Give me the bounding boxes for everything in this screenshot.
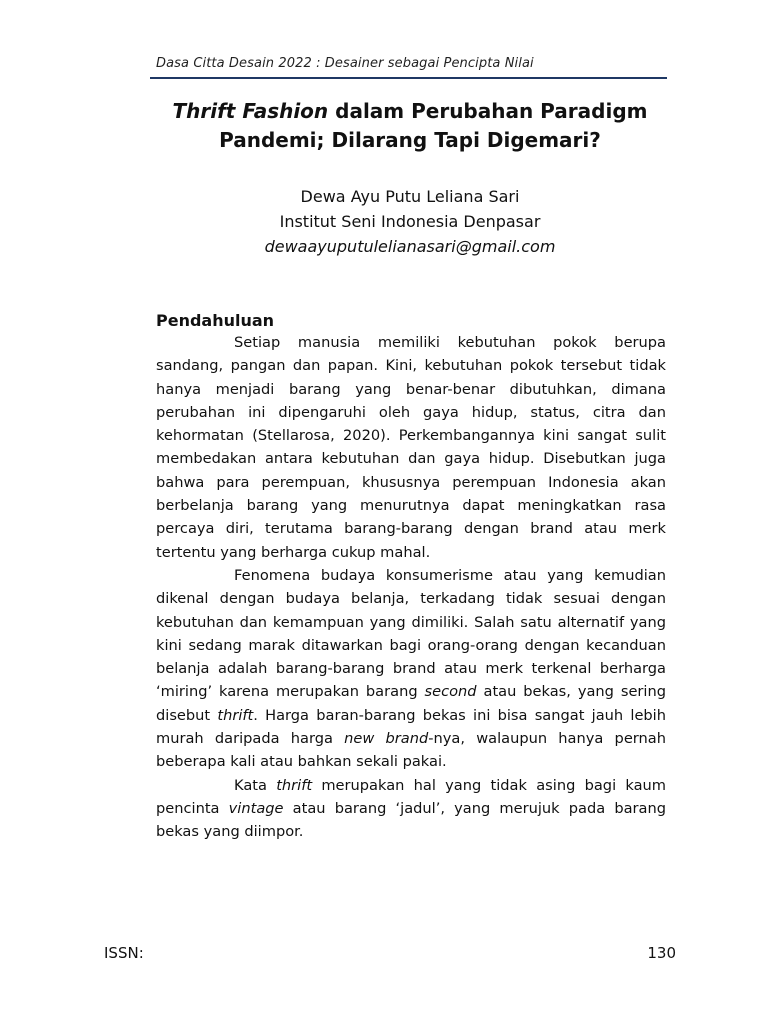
p2-text-3: . Harga baran-barang bekas ini bisa sangat jauh lebih murah daripada harga — [156, 706, 666, 748]
paragraph-3 — [156, 774, 666, 844]
author-block — [140, 184, 680, 259]
p3-text-2: merupakan hal yang tidak asing bagi kaum pencinta — [156, 776, 666, 817]
section-heading: Pendahuluan — [156, 311, 275, 330]
author-institution: Institut Seni Indonesia Denpasar — [279, 212, 541, 231]
p3-text-3: atau barang ‘jadul’, yang merujuk pada barang bekas yang diimpor. — [156, 799, 667, 841]
paragraph-1: Setiap manusia memiliki kebutuhan pokok berupa sandang, pangan dan papan. Kini, kebutuhan pokok tersebut tidak hanya menjadi barang yang benar-benar dibutuhkan, dimana perubahan ini dipengaruhi oleh gaya hidup, status, citra dan kehormatan (Stellarosa, 2020). Perkembangannya kini sangat sulit membedakan antara kebutuhan dan gaya hidup. Disebutkan juga bahwa para perempuan, khususnya perempuan Indonesia akan berbelanja barang yang menurutnya dapat meningkatkan rasa percaya diri, terutama barang-barang dengan brand atau merk tertentu yang berharga cukup mahal. — [156, 334, 666, 561]
issn-label: ISSN: — [104, 944, 144, 962]
p2-text-4: -nya, walaupun hanya pernah beberapa kali atau bahkan sekali pakai. — [156, 730, 666, 771]
title-line-1 — [140, 97, 680, 126]
paragraph-2 — [156, 564, 666, 774]
p2-text-1: Fenomena budaya konsumerisme atau yang kemudian dikenal dengan budaya belanja, terkadang tidak sesuai dengan kebutuhan dan kemampuan yang dimiliki. Salah satu alternatif yang kini sedang marak ditawarkan bagi orang-orang dengan kecanduan belanja adalah barang-barang brand atau merk terkenal berharga ‘miring’ karena merupakan barang — [156, 566, 666, 701]
p2-italic-3: new brand — [344, 730, 429, 748]
author-name: Dewa Ayu Putu Leliana Sari — [300, 187, 520, 206]
p2-text-2: atau bekas, yang sering disebut — [156, 683, 667, 724]
title-italic: Thrift Fashion — [172, 99, 329, 123]
paper-title — [140, 97, 680, 155]
body-text — [156, 331, 666, 844]
p3-italic-2: vintage — [228, 799, 284, 817]
p2-italic-1: second — [424, 683, 477, 701]
title-line-1-text: dalam Perubahan Paradigm — [328, 99, 648, 123]
p2-italic-2: thrift — [217, 706, 254, 724]
p3-text-1: Kata — [234, 776, 277, 794]
author-email: dewaayuputulelianasari@gmail.com — [264, 237, 556, 256]
p3-italic-1: thrift — [276, 776, 313, 794]
header-divider — [150, 77, 667, 79]
page-number: 130 — [647, 944, 676, 962]
title-line-2: Pandemi; Dilarang Tapi Digemari? — [219, 128, 601, 152]
running-header: Dasa Citta Desain 2022 : Desainer sebagai Pencipta Nilai — [156, 56, 534, 71]
